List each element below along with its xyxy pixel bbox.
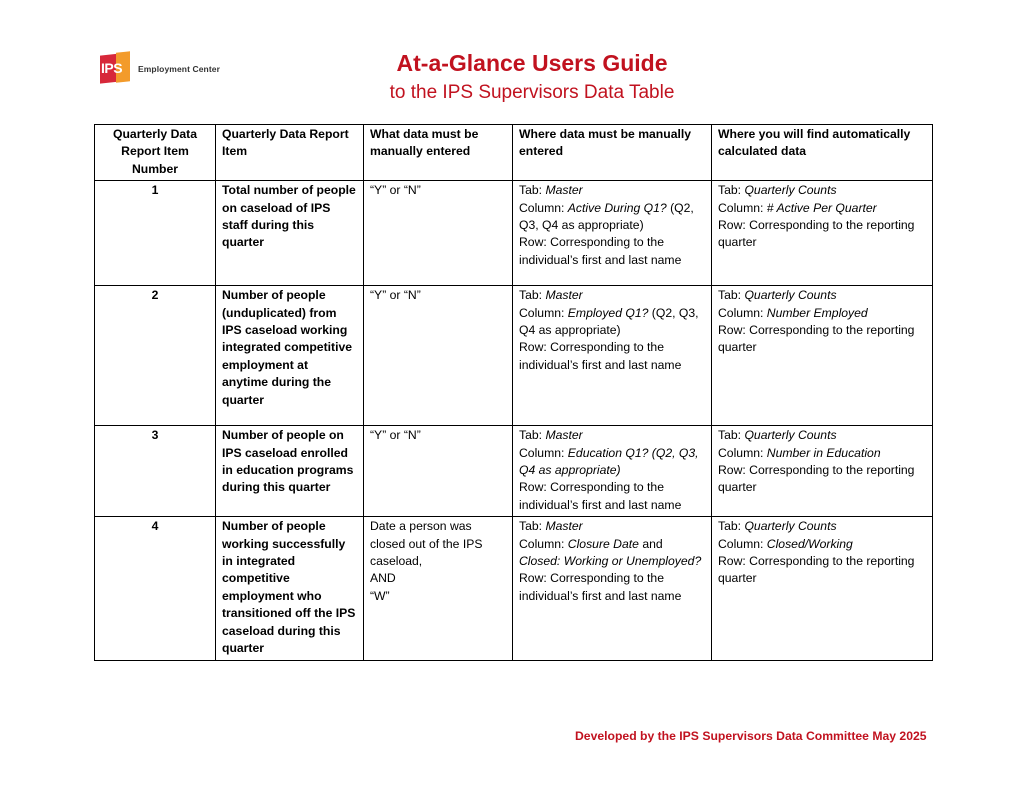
item-number: 2: [95, 286, 216, 426]
item-text: Number of people (unduplicated) from IPS caseload working integrated competitive employment at anytime during the quarter: [216, 286, 364, 426]
item-text: Number of people on IPS caseload enrolled in education programs during this quarter: [216, 426, 364, 517]
header-where-entered: Where data must be manually entered: [513, 125, 712, 181]
auto-data: Tab: Quarterly Counts Column: # Active Per Quarter Row: Corresponding to the reporting quarter: [712, 181, 933, 286]
page-subtitle: to the IPS Supervisors Data Table: [389, 82, 675, 103]
footer-credit: Developed by the IPS Supervisors Data Committee May 2025: [575, 729, 927, 743]
page-title: At-a-Glance Users Guide: [396, 50, 668, 76]
item-text: Number of people working successfully in integrated competitive employment who transitioned off the IPS caseload during this quarter: [216, 517, 364, 660]
table-row: [95, 181, 933, 286]
logo-mark-text: IPS: [101, 60, 123, 76]
where-entered: Tab: Master Column: Employed Q1? (Q2, Q3, Q4 as appropriate) Row: Corresponding to the individual’s first and last name: [513, 286, 712, 426]
header-manual-data: What data must be manually entered: [364, 125, 513, 181]
header-item: Quarterly Data Report Item: [216, 125, 364, 181]
auto-data: Tab: Quarterly Counts Column: Number in Education Row: Corresponding to the reporting quarter: [712, 426, 933, 517]
item-number: 3: [95, 426, 216, 517]
item-number: 4: [95, 517, 216, 660]
guide-table: [94, 124, 933, 661]
manual-data: “Y” or “N”: [364, 286, 513, 426]
auto-data: Tab: Quarterly Counts Column: Number Employed Row: Corresponding to the reporting quarter: [712, 286, 933, 426]
item-number: 1: [95, 181, 216, 286]
item-text: Total number of people on caseload of IPS staff during this quarter: [216, 181, 364, 286]
manual-data: “Y” or “N”: [364, 181, 513, 286]
where-entered: Tab: Master Column: Closure Date and Closed: Working or Unemployed? Row: Corresponding to the individual’s first and last name: [513, 517, 712, 660]
auto-data: Tab: Quarterly Counts Column: Closed/Working Row: Corresponding to the reporting quarter: [712, 517, 933, 660]
manual-data: Date a person was closed out of the IPS caseload, AND “W”: [364, 517, 513, 660]
header-item-number: Quarterly Data Report Item Number: [95, 125, 216, 181]
table-header-row: [95, 125, 933, 181]
table-row: [95, 426, 933, 517]
table-row: [95, 286, 933, 426]
header-auto-data: Where you will find automatically calculated data: [712, 125, 933, 181]
table-row: [95, 517, 933, 660]
where-entered: Tab: Master Column: Active During Q1? (Q2, Q3, Q4 as appropriate) Row: Corresponding to the individual’s first and last name: [513, 181, 712, 286]
manual-data: “Y” or “N”: [364, 426, 513, 517]
where-entered: Tab: Master Column: Education Q1? (Q2, Q3, Q4 as appropriate) Row: Corresponding to the individual’s first and last name: [513, 426, 712, 517]
logo-name: Employment Center: [138, 64, 220, 74]
